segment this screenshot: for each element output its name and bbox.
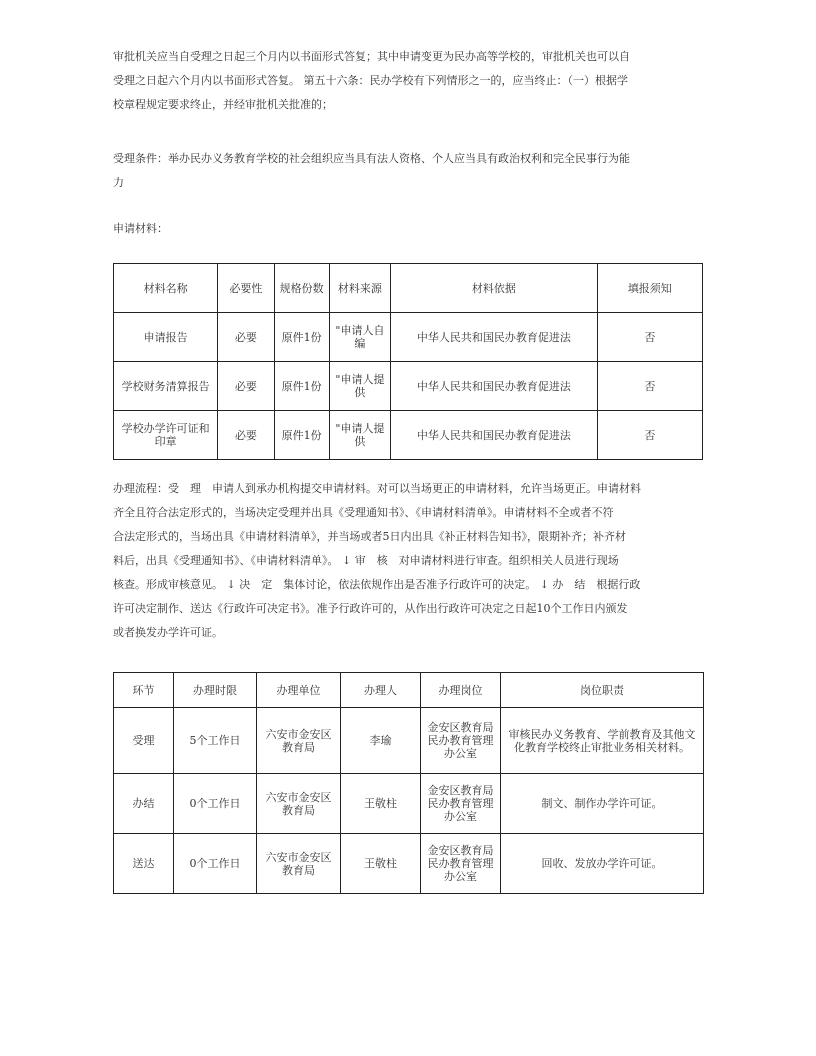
conditions-paragraph <box>113 147 693 195</box>
header-handler: 办理人 <box>341 673 421 708</box>
steps-header-row <box>114 673 704 708</box>
intro-line: 受理之日起六个月内以书面形式答复。 第五十六条：民办学校有下列情形之一的，应当终止：（一）根据学 <box>113 74 628 87</box>
material-source: "申请人提供 <box>329 362 390 411</box>
material-name: 学校办学许可证和印章 <box>114 411 218 460</box>
header-necessity: 必要性 <box>218 264 274 313</box>
material-basis: 中华人民共和国民办教育促进法 <box>391 411 598 460</box>
material-copies: 原件1份 <box>274 362 329 411</box>
material-source: "申请人自编 <box>329 313 390 362</box>
process-line: 办理流程：受 理 申请人到承办机构提交申请材料。对可以当场更正的申请材料，允许当场更正。申请材料 <box>113 482 641 495</box>
process-line: 料后，出具《受理通知书》、《申请材料清单》。 ↓ 审 核 对申请材料进行审查。组织相关人员进行现场 <box>113 554 619 567</box>
step-unit: 六安市金安区教育局 <box>257 834 341 894</box>
material-basis: 中华人民共和国民办教育促进法 <box>391 362 598 411</box>
material-necessity: 必要 <box>218 313 274 362</box>
table-row <box>114 708 704 774</box>
material-notes: 否 <box>597 411 702 460</box>
step-handler: 李瑜 <box>341 708 421 774</box>
material-necessity: 必要 <box>218 411 274 460</box>
header-duty: 岗位职责 <box>501 673 704 708</box>
table-row <box>114 313 703 362</box>
step-duty: 回收、发放办学许可证。 <box>501 834 704 894</box>
step-post: 金安区教育局民办教育管理办公室 <box>421 708 501 774</box>
steps-table <box>113 672 704 894</box>
material-name: 学校财务清算报告 <box>114 362 218 411</box>
process-line: 核查。形成审核意见。 ↓ 决 定 集体讨论，依法依规作出是否准予行政许可的决定。 ↓ 办 结 根据行政 <box>113 578 641 591</box>
conditions-line: 受理条件：举办民办义务教育学校的社会组织应当具有法人资格、个人应当具有政治权利和完全民事行为能 <box>113 152 630 165</box>
material-notes: 否 <box>597 362 702 411</box>
material-basis: 中华人民共和国民办教育促进法 <box>391 313 598 362</box>
material-notes: 否 <box>597 313 702 362</box>
table-row <box>114 362 703 411</box>
header-unit: 办理单位 <box>257 673 341 708</box>
step-unit: 六安市金安区教育局 <box>257 708 341 774</box>
material-source: "申请人提供 <box>329 411 390 460</box>
material-copies: 原件1份 <box>274 313 329 362</box>
materials-table <box>113 263 703 460</box>
process-line: 合法定形式的，当场出具《申请材料清单》，并当场或者5日内出具《补正材料告知书》，限期补齐；补齐材 <box>113 530 626 543</box>
header-time-limit: 办理时限 <box>174 673 257 708</box>
header-copies: 规格份数 <box>274 264 329 313</box>
process-line: 或者换发办学许可证。 <box>113 626 223 639</box>
materials-heading <box>113 217 693 241</box>
header-material-name: 材料名称 <box>114 264 218 313</box>
process-line: 齐全且符合法定形式的，当场决定受理并出具《受理通知书》、《申请材料清单》。申请材料不全或者不符 <box>113 506 614 519</box>
header-post: 办理岗位 <box>421 673 501 708</box>
step-time-limit: 0个工作日 <box>174 834 257 894</box>
step-handler: 王敬柱 <box>341 774 421 834</box>
step-duty: 审核民办义务教育、学前教育及其他文化教育学校终止审批业务相关材料。 <box>501 708 704 774</box>
header-notes: 填报须知 <box>597 264 702 313</box>
step-name: 受理 <box>114 708 174 774</box>
process-paragraph <box>113 477 693 645</box>
process-line: 许可决定制作、送达《行政许可决定书》。准予行政许可的，从作出行政许可决定之日起10个工作日内颁发 <box>113 602 628 615</box>
step-post: 金安区教育局民办教育管理办公室 <box>421 834 501 894</box>
step-time-limit: 0个工作日 <box>174 774 257 834</box>
table-row <box>114 834 704 894</box>
materials-header-row <box>114 264 703 313</box>
materials-heading-text: 申请材料： <box>113 222 168 235</box>
step-name: 送达 <box>114 834 174 894</box>
table-row <box>114 774 704 834</box>
material-necessity: 必要 <box>218 362 274 411</box>
header-basis: 材料依据 <box>391 264 598 313</box>
material-copies: 原件1份 <box>274 411 329 460</box>
conditions-line: 力 <box>113 176 124 189</box>
step-post: 金安区教育局民办教育管理办公室 <box>421 774 501 834</box>
intro-line: 审批机关应当自受理之日起三个月内以书面形式答复；其中申请变更为民办高等学校的，审批机关也可以自 <box>113 50 630 63</box>
intro-paragraph <box>113 45 693 117</box>
header-source: 材料来源 <box>329 264 390 313</box>
intro-line: 校章程规定要求终止，并经审批机关批准的； <box>113 98 333 111</box>
header-step: 环节 <box>114 673 174 708</box>
step-unit: 六安市金安区教育局 <box>257 774 341 834</box>
table-row <box>114 411 703 460</box>
step-duty: 制文、制作办学许可证。 <box>501 774 704 834</box>
step-handler: 王敬柱 <box>341 834 421 894</box>
material-name: 申请报告 <box>114 313 218 362</box>
step-time-limit: 5个工作日 <box>174 708 257 774</box>
step-name: 办结 <box>114 774 174 834</box>
